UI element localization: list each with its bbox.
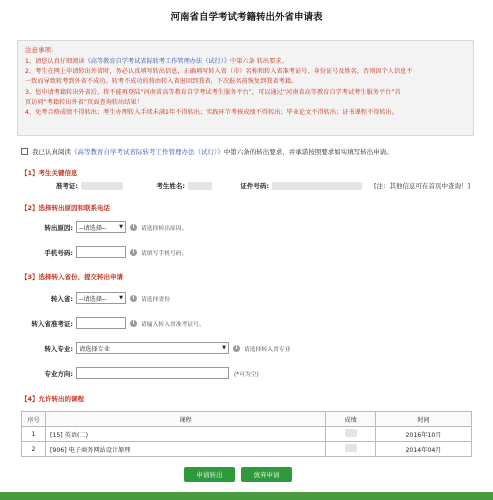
id-number-label: 证件号码: <box>240 182 269 190</box>
row-course: [906] 电子商务网站设计原理 <box>46 442 326 457</box>
chevron-down-icon: ▼ <box>119 295 123 301</box>
target-exam-no-row <box>21 317 205 329</box>
table-header-row <box>22 412 472 427</box>
chevron-down-icon: ▼ <box>222 345 226 351</box>
footer-bar <box>0 492 493 500</box>
reason-select-value: --请选择-- <box>79 224 107 232</box>
major-select-value: 请选择专业 <box>79 345 110 353</box>
phone-input[interactable] <box>76 246 126 258</box>
direction-hint: (*可为空) <box>234 371 259 378</box>
agree-regulation-link[interactable]: 《高等教育自学考试省际转考工作管理办法（试行）》 <box>71 148 224 156</box>
page-title: 河南省自学考试考籍转出外省申请表 <box>170 12 323 23</box>
province-label: 转入省: <box>50 294 73 303</box>
section3-title: 【3】选择转入省份、提交转出申请 <box>21 273 124 281</box>
row-score <box>326 427 376 442</box>
target-exam-no-input[interactable] <box>76 317 126 329</box>
row-course: [15] 英语(二) <box>46 427 326 442</box>
notice-heading: 注意事项: <box>25 46 54 54</box>
col-score: 成绩 <box>326 412 376 427</box>
notice-item-1-suffix: 中第六条 转出要求。 <box>230 58 288 65</box>
direction-input[interactable] <box>76 367 229 379</box>
province-row <box>21 292 170 304</box>
phone-label: 手机号码: <box>44 248 73 257</box>
section1-title: 【1】考生关键信息 <box>21 169 78 177</box>
exam-no-value <box>81 182 123 190</box>
reason-row <box>21 221 187 233</box>
student-name-label: 考生姓名: <box>156 182 185 190</box>
reason-select[interactable] <box>76 221 126 233</box>
notice-item-3-cont: 页访问“考籍转出外省”页面查询转出结果！ <box>25 98 143 106</box>
info-icon: i <box>130 249 137 256</box>
notice-panel <box>17 40 474 136</box>
key-info-row <box>38 181 470 190</box>
id-number-value <box>272 182 362 190</box>
info-note: [注：其他信息可在首页中查询！] <box>374 182 471 190</box>
info-icon: i <box>233 345 240 352</box>
major-row <box>21 342 290 354</box>
col-course: 课程 <box>46 412 326 427</box>
notice-item-2: 2、考生在网上申请转出外省时，务必认真填写转出信息，正确填写转入省（市）名称和转入省准考证号、身份证号及姓名，否则因个人信息不 <box>25 68 413 76</box>
col-no: 序号 <box>22 412 46 427</box>
notice-item-3: 3、您申请考籍转出外省后，将不能再登陆“河南省高等教育自学考试考生服务平台”，可以通过“河南省高等教育自学考试考生服务平台”首 <box>25 88 401 96</box>
table-row <box>22 442 472 457</box>
info-icon: i <box>130 224 137 231</box>
province-select-value: --请选择-- <box>79 295 107 303</box>
row-no: 2 <box>22 442 46 457</box>
student-name-value <box>188 182 212 190</box>
major-label: 转入专业: <box>44 344 73 353</box>
notice-item-1 <box>25 57 466 67</box>
row-score <box>326 442 376 457</box>
notice-item-2-cont: 一致而导致转考到外省不成功。转考不成功的将由转入省退回到我省，下次报名前恢复到我省考籍。 <box>25 78 298 86</box>
info-icon: i <box>130 320 137 327</box>
province-hint: 请选择省份 <box>141 296 170 303</box>
row-time: 2016年10月 <box>376 427 472 442</box>
target-exam-no-label: 转入省准考证: <box>31 319 73 328</box>
reason-label: 转出原因: <box>44 223 73 232</box>
submit-transfer-button[interactable]: 申请转出 <box>184 467 235 482</box>
section4-title: 【4】允许转出的课程 <box>21 395 85 403</box>
col-time: 时间 <box>376 412 472 427</box>
table-row <box>22 427 472 442</box>
section2-title: 【2】选择转出原因和联系电话 <box>21 204 111 212</box>
major-select[interactable] <box>76 342 229 354</box>
agree-prefix: 我已认真阅读 <box>32 148 71 156</box>
exam-no-label: 准考证: <box>55 182 78 190</box>
row-no: 1 <box>22 427 46 442</box>
abandon-application-button[interactable]: 放弃申请 <box>241 467 292 482</box>
province-select[interactable] <box>76 292 126 304</box>
agree-checkbox[interactable] <box>21 148 28 155</box>
courses-table <box>21 411 472 457</box>
chevron-down-icon: ▼ <box>119 224 123 230</box>
regulation-link[interactable]: 《高等教育自学考试省际转考工作管理办法（试行）》 <box>84 58 231 65</box>
notice-item-4: 4、免考合格成绩不得转出；考生办理转入手续未满1年不得转出；实践环节考核成绩不得转出；毕业论文不得转出；证书课程不得转出。 <box>25 109 398 117</box>
agree-suffix: 中第六条的转出要求，并承诺按照要求如实填写转出申请。 <box>223 148 393 156</box>
phone-row <box>21 246 187 258</box>
info-icon: i <box>130 295 137 302</box>
reason-hint: 请选择转出原因。 <box>141 225 188 232</box>
direction-label: 专业方向: <box>44 369 73 378</box>
major-hint: 请选择转入省专业 <box>244 346 291 353</box>
phone-hint: 请填写手机号码。 <box>141 250 188 257</box>
notice-item-1-prefix: 1、请您认真仔细阅读 <box>25 58 85 65</box>
agree-row <box>21 147 393 156</box>
target-exam-no-hint: 请输入转入省准考证号。 <box>141 321 205 328</box>
row-time: 2014年04月 <box>376 442 472 457</box>
direction-row <box>21 367 259 379</box>
